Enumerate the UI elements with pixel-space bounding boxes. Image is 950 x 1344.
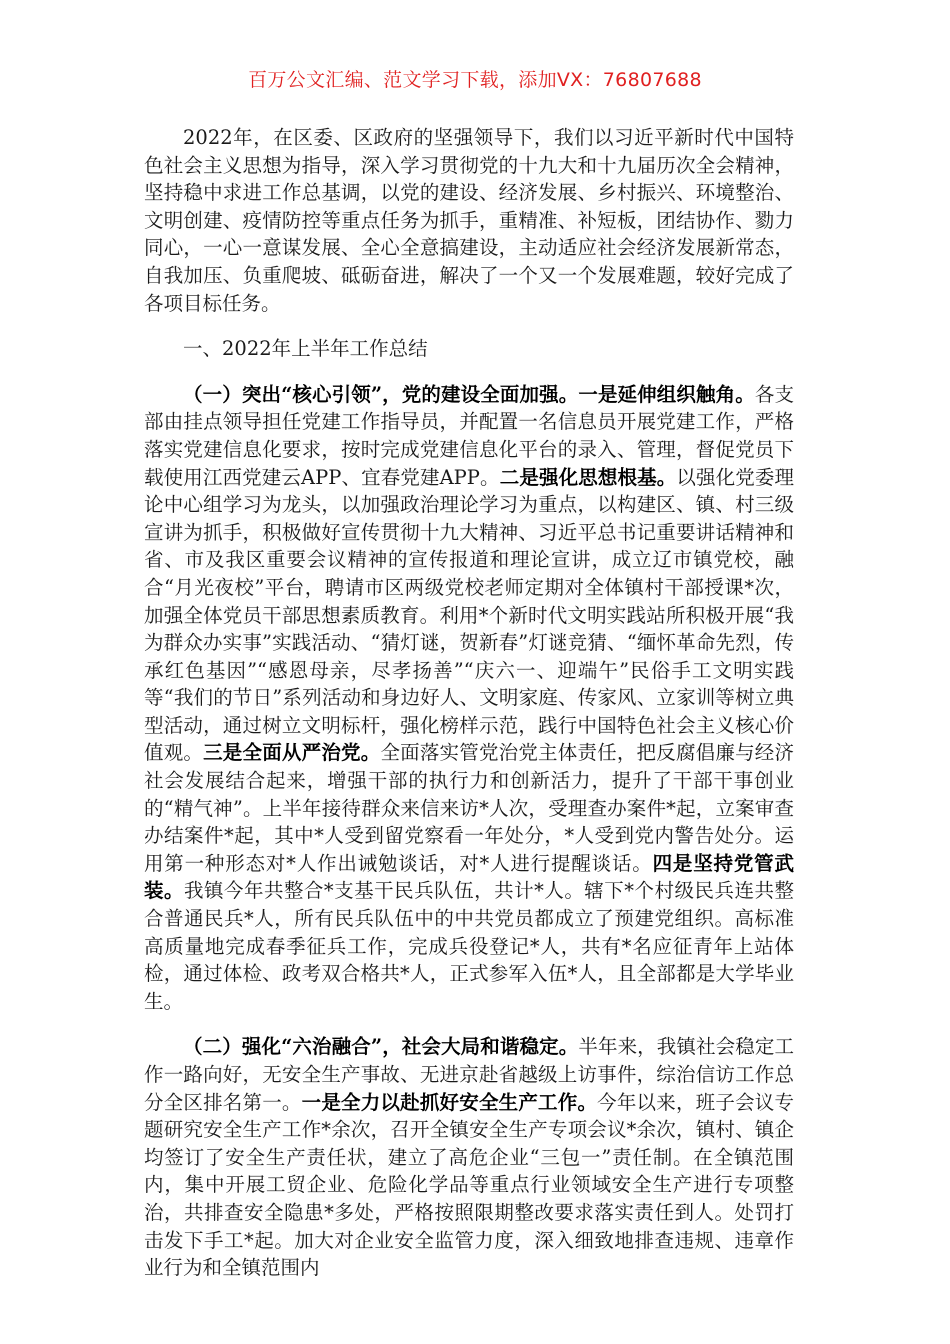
section-party-building-paragraph — [144, 381, 794, 1016]
item-text: 半年来，我镇社会稳定工作一路向好，无安全生产事故、无进京赴省越级上访事件，综治信访工作总分全区排名第一。 — [144, 1035, 794, 1114]
item-title: 三是全面从严治党。 — [203, 741, 381, 765]
subsection-title: （一）突出“核心引领”，党的建设全面加强。 — [183, 382, 579, 406]
item-text: 以强化党委理论中心组学习为龙头，以加强政治理论学习为重点，以构建区、镇、村三级宣讲为抓手，积极做好宣传贯彻十九大精神、习近平总书记重要讲话精神和省、市及我区重要会议精神的宣传报道和理论宣讲，成立辽市镇党校，融合“月光夜校”平台，聘请市区两级党校老师定期对全体镇村干部授课*次，加强全体党员干部思想素质教育。利用*个新时代文明实践站所积极开展“我为群众办实事”实践活动、“猜灯谜，贺新春”灯谜竞猜、“缅怀革命先烈，传承红色基因”“感恩母亲，尽孝扬善”“庆六一、迎端午”民俗手工文明实践等“我们的节日”系列活动和身边好人、文明家庭、传家风、立家训等树立典型活动，通过树立文明标杆，强化榜样示范，践行中国特色社会主义核心价值观。 — [144, 465, 794, 765]
item-title: 四是坚持党管武装。 — [144, 851, 794, 903]
item-text: 各支部由挂点领导担任党建工作指导员，并配置一名信息员开展党建工作，严格落实党建信息化要求，按时完成党建信息化平台的录入、管理，督促党员下载使用江西党建云APP、宜春党建APP。 — [144, 382, 794, 489]
item-text: 我镇今年共整合*支基干民兵队伍，共计*人。辖下*个村级民兵连共整合普通民兵*人，所有民兵队伍中的中共党员都成立了预建党组织。高标准高质量地完成春季征兵工作，完成兵役登记*人，共有*名应征青年上站体检，通过体检、政考双合格共*人，正式参军入伍*人，且全部都是大学毕业生。 — [144, 879, 794, 1013]
document-body — [144, 124, 794, 1282]
item-text: 今年以来，班子会议专题研究安全生产工作*余次，召开全镇安全生产专项会议*余次，镇村、镇企均签订了安全生产责任状，建立了高危企业“三包一”责任制。在全镇范围内，集中开展工贸企业、危险化学品等重点行业领域安全生产进行专项整治，共排查安全隐患*多处，严格按照限期整改要求落实责任到人。处罚打击发下手工*起。加大对企业安全监管力度，深入细致地排查违规、违章作业行为和全镇范围内 — [144, 1090, 794, 1280]
item-title: 一是全力以赴抓好安全生产工作。 — [301, 1090, 598, 1114]
item-title: 二是强化思想根基。 — [499, 465, 677, 489]
item-title: 一是延伸组织触角。 — [578, 382, 755, 406]
section-social-stability-paragraph — [144, 1033, 794, 1281]
intro-paragraph: 2022年，在区委、区政府的坚强领导下，我们以习近平新时代中国特色社会主义思想为指导，深入学习贯彻党的十九大和十九届历次全会精神，坚持稳中求进工作总基调，以党的建设、经济发展、乡村振兴、环境整治、文明创建、疫情防控等重点任务为抓手，重精准、补短板，团结协作、勠力同心，一心一意谋发展、全心全意搞建设，主动适应社会经济发展新常态，自我加压、负重爬坡、砥砺奋进，解决了一个又一个发展难题，较好完成了各项目标任务。 — [144, 126, 794, 315]
header-watermark-note: 百万公文汇编、范文学习下载，添加VX：76807688 — [248, 69, 702, 91]
subsection-title: （二）强化“六治融合”，社会大局和谐稳定。 — [183, 1035, 579, 1059]
section-heading: 一、2022年上半年工作总结 — [183, 337, 428, 361]
item-text: 全面落实管党治党主体责任，把反腐倡廉与经济社会发展结合起来，增强干部的执行力和创新活力，提升了干部干事创业的“精气神”。上半年接待群众来信来访*人次，受理查办案件*起，立案审查办结案件*起，其中*人受到留党察看一年处分，*人受到党内警告处分。运用第一种形态对*人作出诫勉谈话，对*人进行提醒谈话。 — [144, 741, 794, 875]
